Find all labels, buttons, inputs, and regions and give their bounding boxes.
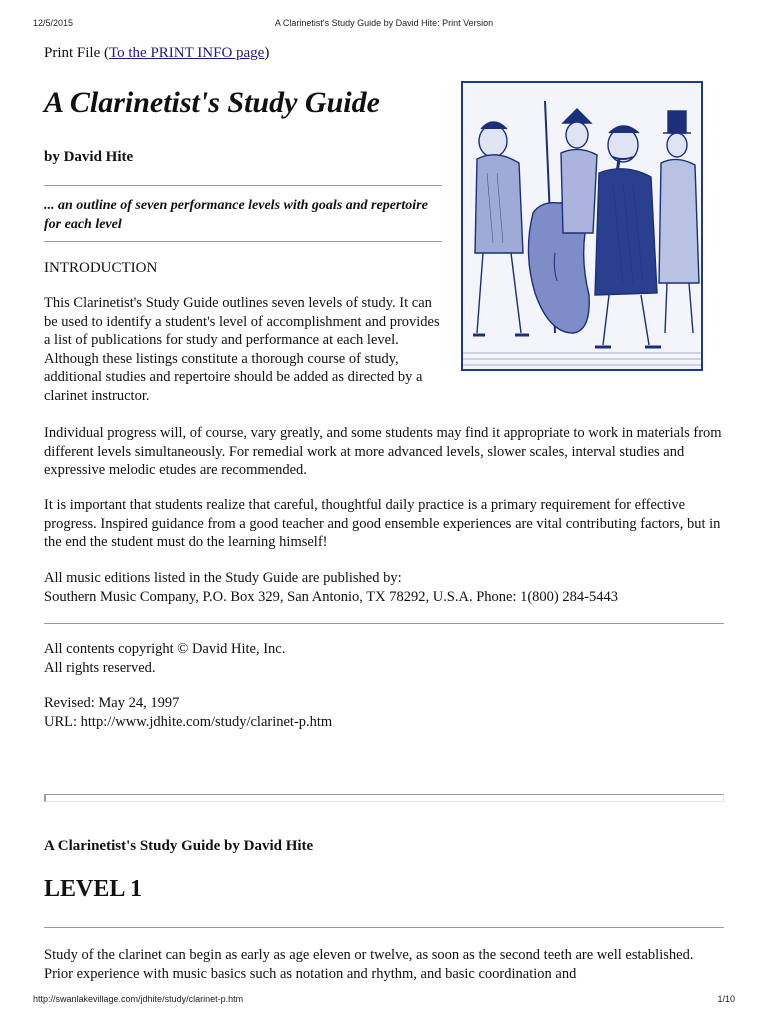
author-byline: by David Hite [44,149,134,165]
musicians-illustration [461,81,703,371]
revision-info [44,694,724,731]
publisher-line-1: All music editions listed in the Study Guide are published by: [44,570,402,586]
print-title: A Clarinetist's Study Guide by David Hite: Print Version [274,18,494,28]
divider-subtitle [44,241,442,242]
level-1-heading: LEVEL 1 [44,876,143,902]
musicians-engraving-icon [463,83,701,369]
section-title: A Clarinetist's Study Guide by David Hite [44,838,314,854]
introduction-heading: INTRODUCTION [44,260,158,276]
copyright-info [44,640,724,677]
print-file-close: ) [264,45,270,61]
copyright-line-2: All rights reserved. [44,659,156,676]
print-file-line [44,45,269,62]
intro-paragraph-2: Individual progress will, of course, vary greatly, and some students may find it appropriate to work in materials from different levels simultaneously. For remedial work at more advanced levels, slower scales, interval studies and expressive melodic etudes are recommended. [44,425,722,478]
revised-date: Revised: May 24, 1997 [44,695,180,711]
level-1-paragraph: Study of the clarinet can begin as early as age eleven or twelve, as soon as the second teeth are well established. Prior experience with music basics such as notation and rhythm, and basic coordination and [44,947,694,982]
divider-middle [44,623,724,624]
footer-url: http://swanlakevillage.com/jdhite/study/clarinet-p.htm [33,994,244,1004]
intro-paragraph-3: It is important that students realize that careful, thoughtful daily practice is a primary requirement for effective progress. Inspired guidance from a good teacher and good ensemble experiences are vital contributing factors, but in the end the student must do the learning himself! [44,497,721,550]
copyright-line-1: All contents copyright © David Hite, Inc. [44,641,286,657]
print-file-label: Print File ( [44,45,110,61]
intro-paragraph-1: This Clarinetist's Study Guide outlines seven levels of study. It can be used to identify a student's level of accomplishment and provides a list of publications for study and performance at each level. Although these listings constitute a thorough course of study, additional studies and repertoire should be added as directed by a clarinet instructor. [44,295,440,404]
subtitle: ... an outline of seven performance levels with goals and repertoire for each level [44,198,428,232]
divider-level [44,927,724,928]
print-date: 12/5/2015 [33,18,74,28]
divider-top [44,185,442,186]
page-url: URL: http://www.jdhite.com/study/clarinet-p.htm [44,713,333,730]
print-info-link[interactable]: To the PRINT INFO page [109,45,265,61]
section-separator-bar [44,794,724,802]
publisher-line-2: Southern Music Company, P.O. Box 329, San Antonio, TX 78292, U.S.A. Phone: 1(800) 284-5443 [44,588,618,605]
page-title: A Clarinetist's Study Guide [44,86,380,119]
page-number: 1/10 [717,994,735,1004]
publisher-info [44,569,724,606]
